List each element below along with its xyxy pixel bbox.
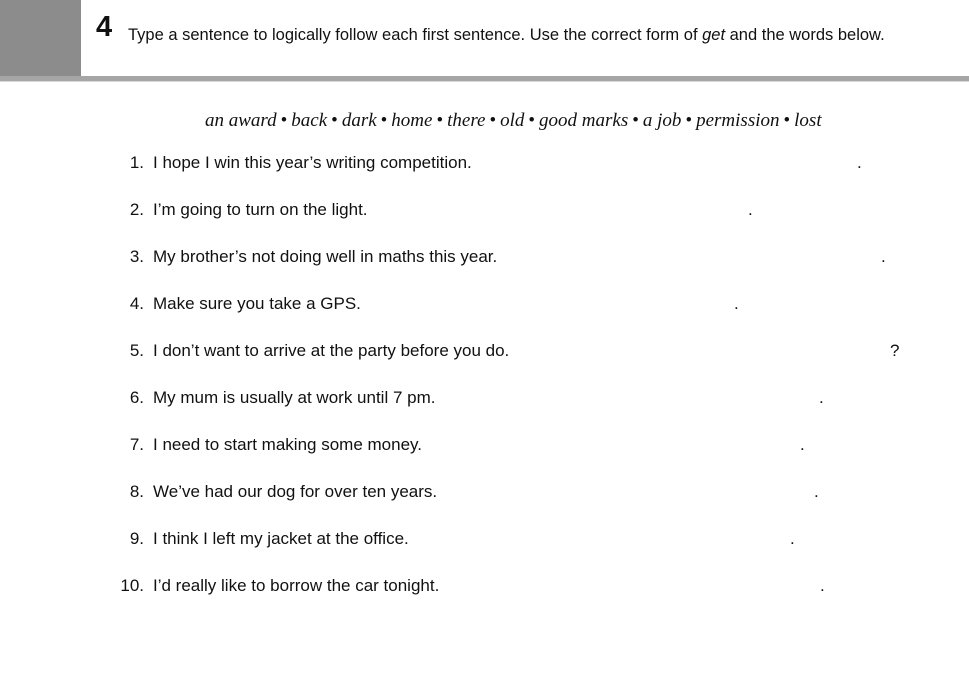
word-bank-item: good marks — [539, 110, 629, 131]
exercise-item — [0, 200, 969, 224]
header-divider-shadow — [0, 81, 969, 82]
item-number: 3. — [129, 247, 144, 266]
word-bank-item: home — [391, 110, 433, 131]
word-bank-item: an award — [205, 110, 277, 131]
word-bank — [0, 110, 969, 132]
word-bank-separator: • — [685, 110, 693, 131]
word-bank-separator: • — [280, 110, 288, 131]
instructions-emphasis: get — [702, 26, 726, 44]
exercise-item — [0, 529, 969, 553]
instructions-text-start: Type a sentence to logically follow each first sentence. Use the correct form of — [128, 26, 703, 44]
item-sentence: I hope I win this year’s writing competition. — [153, 153, 472, 172]
exercise-number: 4 — [96, 11, 113, 43]
word-bank-separator: • — [380, 110, 388, 131]
item-number: 7. — [129, 435, 144, 454]
item-answer-punctuation: . — [881, 247, 886, 266]
item-number: 9. — [129, 529, 144, 548]
word-bank-item: back — [291, 110, 328, 131]
item-number: 10. — [120, 576, 144, 595]
item-number: 8. — [129, 482, 144, 501]
item-number: 4. — [129, 294, 144, 313]
item-sentence: I think I left my jacket at the office. — [153, 529, 409, 548]
word-bank-separator: • — [331, 110, 338, 131]
item-sentence: I’m going to turn on the light. — [153, 200, 368, 219]
item-sentence: Make sure you take a GPS. — [153, 294, 361, 313]
exercise-instructions — [128, 26, 928, 45]
instructions-text-end: and the words below. — [725, 26, 885, 44]
word-bank-separator: • — [489, 110, 497, 131]
item-answer-punctuation: . — [820, 576, 825, 595]
item-answer-punctuation: ? — [890, 341, 900, 360]
exercise-item — [0, 153, 969, 177]
exercise-item — [0, 388, 969, 412]
word-bank-separator: • — [783, 110, 791, 131]
word-bank-item: a job — [642, 110, 682, 131]
item-answer-punctuation: . — [790, 529, 795, 548]
exercise-item — [0, 576, 969, 600]
item-answer-punctuation: . — [819, 388, 824, 407]
exercise-item — [0, 247, 969, 271]
item-answer-punctuation: . — [734, 294, 739, 313]
item-sentence: I need to start making some money. — [153, 435, 422, 454]
item-number: 1. — [129, 153, 144, 172]
exercise-item — [0, 294, 969, 318]
item-number: 6. — [129, 388, 144, 407]
item-sentence: My mum is usually at work until 7 pm. — [153, 388, 436, 407]
item-answer-punctuation: . — [800, 435, 805, 454]
item-number: 2. — [129, 200, 144, 219]
item-sentence: We’ve had our dog for over ten years. — [153, 482, 438, 501]
item-sentence: My brother’s not doing well in maths this year. — [153, 247, 498, 266]
exercise-item — [0, 435, 969, 459]
word-bank-item: dark — [341, 110, 377, 131]
item-answer-punctuation: . — [748, 200, 753, 219]
word-bank-item: permission — [696, 110, 780, 131]
word-bank-item: lost — [794, 110, 822, 131]
word-bank-item: old — [500, 110, 525, 131]
word-bank-item: there — [447, 110, 486, 131]
exercise-item — [0, 341, 969, 365]
word-bank-separator: • — [632, 110, 639, 131]
item-answer-punctuation: . — [814, 482, 819, 501]
item-number: 5. — [129, 341, 144, 360]
word-bank-separator: • — [436, 110, 444, 131]
item-sentence: I don’t want to arrive at the party before you do. — [153, 341, 510, 360]
header-grey-block — [0, 0, 81, 76]
exercise-item — [0, 482, 969, 506]
word-bank-separator: • — [528, 110, 536, 131]
item-sentence: I’d really like to borrow the car tonight. — [153, 576, 440, 595]
item-answer-punctuation: . — [857, 153, 862, 172]
